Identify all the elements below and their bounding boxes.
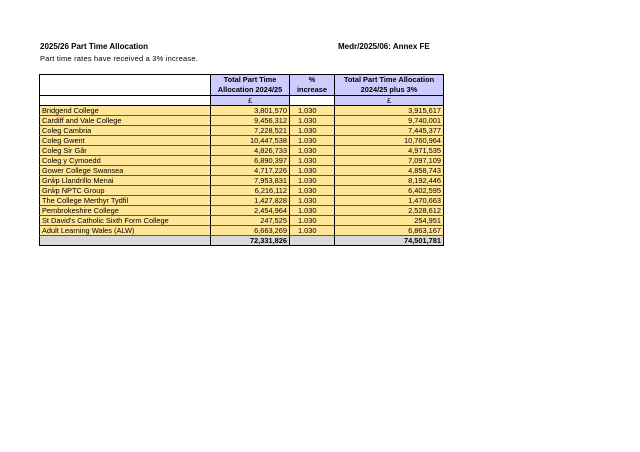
increase-multiplier: 1.030 [290,146,335,156]
unit-cell: £ [335,96,444,106]
allocation-2024: 6,890,397 [211,156,290,166]
total-allocation-plus: 74,501,781 [335,236,444,246]
total-label [40,236,211,246]
institution-name: Coleg y Cymoedd [40,156,211,166]
table-row [40,156,444,166]
institution-name: Grŵp Llandrillo Menai [40,176,211,186]
allocation-plus-3: 6,402,595 [335,186,444,196]
allocation-2024: 2,454,964 [211,206,290,216]
institution-name: Pembrokeshire College [40,206,211,216]
allocation-plus-3: 4,858,743 [335,166,444,176]
increase-multiplier: 1.030 [290,136,335,146]
unit-cell: £ [211,96,290,106]
allocation-2024: 6,216,112 [211,186,290,196]
allocation-plus-3: 4,971,535 [335,146,444,156]
increase-multiplier: 1.030 [290,116,335,126]
increase-multiplier: 1.030 [290,216,335,226]
increase-multiplier: 1.030 [290,186,335,196]
allocation-2024: 247,525 [211,216,290,226]
institution-name: Bridgend College [40,106,211,116]
allocation-table [39,74,444,246]
allocation-plus-3: 7,097,109 [335,156,444,166]
institution-name: Coleg Sir Gâr [40,146,211,156]
allocation-2024: 7,953,831 [211,176,290,186]
increase-multiplier: 1.030 [290,106,335,116]
table-row [40,226,444,236]
allocation-plus-3: 8,192,446 [335,176,444,186]
total-increase [290,236,335,246]
institution-name: Adult Learning Wales (ALW) [40,226,211,236]
increase-multiplier: 1.030 [290,166,335,176]
institution-name: Coleg Gwent [40,136,211,146]
increase-multiplier: 1.030 [290,176,335,186]
allocation-plus-3: 1,470,663 [335,196,444,206]
institution-name: Gower College Swansea [40,166,211,176]
allocation-2024: 6,663,269 [211,226,290,236]
increase-multiplier: 1.030 [290,226,335,236]
allocation-plus-3: 6,863,167 [335,226,444,236]
institution-name: Coleg Cambria [40,126,211,136]
unit-cell [40,96,211,106]
allocation-2024: 1,427,828 [211,196,290,206]
allocation-plus-3: 10,760,964 [335,136,444,146]
institution-name: The College Merthyr Tydfil [40,196,211,206]
allocation-2024: 3,801,570 [211,106,290,116]
allocation-2024: 7,228,521 [211,126,290,136]
institution-name: Grŵp NPTC Group [40,186,211,196]
column-header-increase: % increase [290,75,335,96]
total-allocation-2024: 72,331,826 [211,236,290,246]
allocation-plus-3: 254,951 [335,216,444,226]
allocation-plus-3: 9,740,001 [335,116,444,126]
unit-cell [290,96,335,106]
table-row [40,116,444,126]
table-row [40,146,444,156]
increase-note: Part time rates have received a 3% increase. [40,54,199,63]
allocation-2024: 9,456,312 [211,116,290,126]
units-row [40,96,444,106]
column-header-allocation-2024: Total Part Time Allocation 2024/25 [211,75,290,96]
table-row [40,176,444,186]
increase-multiplier: 1.030 [290,206,335,216]
institution-name: St David's Catholic Sixth Form College [40,216,211,226]
table-row [40,206,444,216]
allocation-plus-3: 3,915,617 [335,106,444,116]
header-row [40,75,444,96]
increase-multiplier: 1.030 [290,126,335,136]
increase-multiplier: 1.030 [290,156,335,166]
table-row [40,166,444,176]
column-header-institution [40,75,211,96]
allocation-2024: 4,717,226 [211,166,290,176]
table-row [40,136,444,146]
table-row [40,126,444,136]
document-reference: Medr/2025/06: Annex FE [338,42,430,51]
allocation-2024: 10,447,538 [211,136,290,146]
document-title: 2025/26 Part Time Allocation [40,42,149,51]
table-row [40,196,444,206]
table-row [40,106,444,116]
table-row [40,186,444,196]
allocation-plus-3: 7,445,377 [335,126,444,136]
table-row [40,216,444,226]
column-header-allocation-plus: Total Part Time Allocation 2024/25 plus 3% [335,75,444,96]
allocation-2024: 4,826,733 [211,146,290,156]
increase-multiplier: 1.030 [290,196,335,206]
total-row [40,236,444,246]
institution-name: Cardiff and Vale College [40,116,211,126]
allocation-plus-3: 2,528,612 [335,206,444,216]
